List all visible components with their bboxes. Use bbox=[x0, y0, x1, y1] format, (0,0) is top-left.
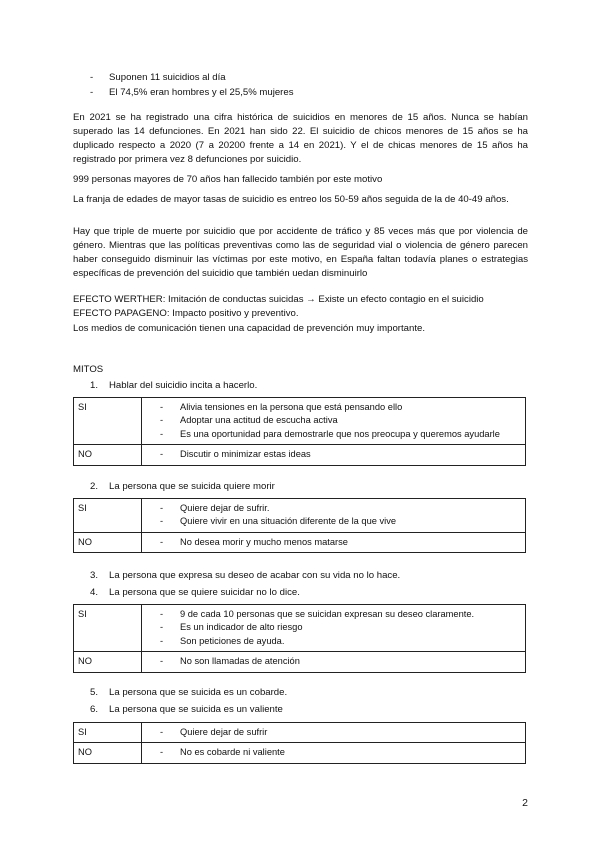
list-item: - Es una oportunidad para demostrarle que nos preocupa y queremos ayudarle bbox=[160, 428, 500, 439]
table-row bbox=[74, 532, 526, 552]
list-item: - Alivia tensiones en la persona que está pensando ello bbox=[160, 402, 403, 412]
si-cell bbox=[142, 499, 526, 533]
mito-number: 6. bbox=[90, 704, 99, 715]
list-item: - Es un indicador de alto riesgo bbox=[160, 622, 303, 633]
table-row bbox=[74, 499, 526, 533]
list-item: - Adoptar una actitud de escucha activa bbox=[160, 415, 338, 426]
mito-item bbox=[90, 586, 300, 600]
mito-table bbox=[73, 397, 526, 466]
no-label: NO bbox=[74, 532, 142, 552]
efecto-werther: EFECTO WERTHER: Imitación de conductas suicidas → Existe un efecto contagio en el suicidio bbox=[73, 294, 484, 305]
mito-item bbox=[90, 569, 400, 583]
list-item: - Quiere dejar de sufrir. bbox=[160, 503, 270, 513]
mito-table bbox=[73, 604, 526, 673]
list-item: - No es cobarde ni valiente bbox=[160, 747, 285, 758]
list-item: - 9 de cada 10 personas que se suicidan expresan su deseo claramente. bbox=[160, 609, 475, 619]
table-row bbox=[74, 398, 526, 445]
si-cell bbox=[142, 398, 526, 445]
list-item: - Discutir o minimizar estas ideas bbox=[160, 449, 311, 460]
mito-text: La persona que se suicida es un cobarde. bbox=[109, 687, 288, 698]
no-label: NO bbox=[74, 652, 142, 672]
no-cell bbox=[142, 445, 526, 465]
mito-number: 1. bbox=[90, 380, 99, 391]
si-cell bbox=[142, 723, 526, 743]
mito-text: La persona que se suicida quiere morir bbox=[109, 481, 275, 492]
mitos-heading: MITOS bbox=[73, 364, 104, 375]
table-row bbox=[74, 445, 526, 465]
bullet-text: Suponen 11 suicidios al día bbox=[109, 72, 226, 83]
si-label: SI bbox=[74, 398, 142, 445]
mito-number: 2. bbox=[90, 481, 99, 492]
mito-item bbox=[90, 703, 283, 717]
no-label: NO bbox=[74, 445, 142, 465]
si-cell bbox=[142, 605, 526, 652]
mito-table bbox=[73, 498, 526, 553]
paragraph-999: 999 personas mayores de 70 años han fallecido también por este motivo bbox=[73, 174, 383, 185]
mito-number: 5. bbox=[90, 687, 99, 698]
si-label: SI bbox=[74, 499, 142, 533]
list-item: - No son llamadas de atención bbox=[160, 656, 300, 667]
table-row bbox=[74, 652, 526, 672]
paragraph-2021: En 2021 se ha registrado una cifra histórica de suicidios en menores de 15 años. Nunca se habían superado las 14 defunciones. En 2021 han sido 22. El suicidio de chicos menores de 15 años se ha duplicado respecto a 2020 (7 a 20200 frente a 14 en 2021). Y el de chicas menores de 15 años ha registrado por primera vez 8 defunciones por suicidio. bbox=[73, 112, 528, 165]
mito-text: La persona que expresa su deseo de acabar con su vida no lo hace. bbox=[109, 570, 401, 581]
bullet-text: El 74,5% eran hombres y el 25,5% mujeres bbox=[109, 87, 294, 98]
no-cell bbox=[142, 532, 526, 552]
bullet-dash: - bbox=[90, 72, 94, 83]
mito-text: La persona que se quiere suicidar no lo dice. bbox=[109, 587, 300, 598]
mito-text: La persona que se suicida es un valiente bbox=[109, 704, 283, 715]
list-item: - Quiere vivir en una situación diferente de la que vive bbox=[160, 516, 397, 527]
paragraph-triple: Hay que triple de muerte por suicidio que por accidente de tráfico y 85 veces más que por violencia de género. Mientras que las políticas preventivas como las de seguridad vial o violencia de género parecen haber conseguido disminuir las víctimas por este motivo, en España faltan todavía planes o estrategias específicas de prevención del suicidio que también uedan disminuirlo bbox=[73, 226, 528, 279]
efecto-papageno: EFECTO PAPAGENO: Impacto positivo y preventivo. bbox=[73, 308, 299, 319]
page-number: 2 bbox=[522, 797, 528, 809]
mito-item bbox=[90, 686, 287, 700]
paragraph-franja: La franja de edades de mayor tasas de suicidio es entreo los 50-59 años seguida de la de 40-49 años. bbox=[73, 194, 509, 205]
mito-item bbox=[90, 480, 275, 494]
no-cell bbox=[142, 652, 526, 672]
mito-table bbox=[73, 722, 526, 764]
medios-text: Los medios de comunicación tienen una capacidad de prevención muy importante. bbox=[73, 323, 425, 334]
mito-number: 4. bbox=[90, 587, 99, 598]
table-row bbox=[74, 605, 526, 652]
mito-item bbox=[90, 379, 257, 393]
list-item: - Quiere dejar de sufrir bbox=[160, 727, 268, 737]
mito-number: 3. bbox=[90, 570, 99, 581]
no-label: NO bbox=[74, 743, 142, 763]
list-item: - No desea morir y mucho menos matarse bbox=[160, 536, 348, 547]
mito-text: Hablar del suicidio incita a hacerlo. bbox=[109, 380, 258, 391]
si-label: SI bbox=[74, 605, 142, 652]
list-item: - Son peticiones de ayuda. bbox=[160, 635, 285, 646]
no-cell bbox=[142, 743, 526, 763]
bullet-dash: - bbox=[90, 87, 94, 98]
si-label: SI bbox=[74, 723, 142, 743]
table-row bbox=[74, 743, 526, 763]
table-row bbox=[74, 723, 526, 743]
